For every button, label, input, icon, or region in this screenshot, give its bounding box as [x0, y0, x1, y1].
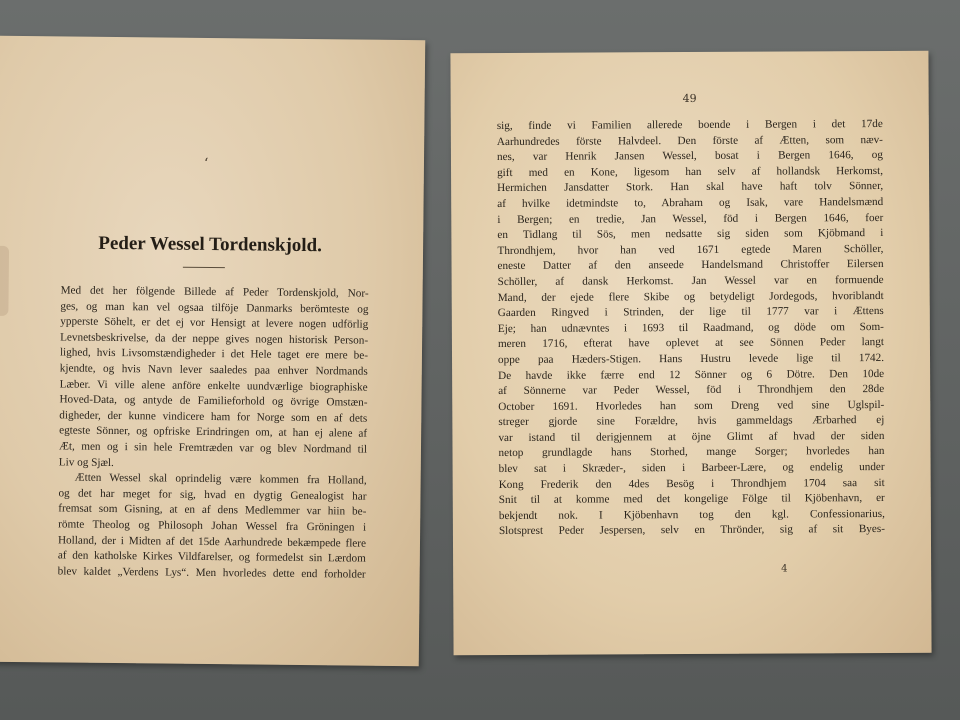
text-line: Eje; han udnævntes i 1693 til Raadmand, og döde om Som-	[497, 320, 884, 335]
text-line: oppe paa Hæders-Stigen. Hans Hustru levede lige til 1742.	[498, 351, 885, 366]
text-line: Hermichen Jansdatter Stork. Han skal have haft tolv Sönner,	[497, 180, 884, 195]
text-line: Læber. Vi ville alene anföre enkelte uundværlige biographiske	[59, 378, 368, 394]
ornament-mark: ‘	[203, 155, 209, 172]
text-line: Kong Frederik den 4des Besög i Throndhjem 1704 saa sit	[498, 476, 885, 491]
text-line: ypperste Söhelt, er det ej vor Hensigt at levere nogen udförlig	[60, 315, 369, 331]
text-line: Schöller, af dansk Herkomst. Jan Wessel var en formuende	[497, 273, 884, 288]
text-line: og det har meget for sig, hvad en dygtig Genealogist har	[58, 487, 367, 503]
text-line: römte Theolog og Philosoph Johan Wessel fra Gröningen i	[58, 518, 367, 534]
text-line: sig, finde vi Familien allerede boende i Bergen i det 17de	[496, 117, 883, 133]
text-line: netop grundlagde hans Storhed, mange Sorger; hvorledes han	[498, 445, 885, 460]
text-line: gift med en Kone, ligesom han selv af hollandsk Herkomst,	[497, 164, 884, 179]
text-line: bekjendt nok. I Kjöbenhavn tog den kgl. Confessionarius,	[498, 507, 885, 522]
text-line: meren 1716, efterat have oplevet at see Sönnen Peder langt	[497, 336, 884, 351]
signature-mark: 4	[781, 563, 788, 575]
text-line: digheder, der kunne vindicere ham for Norge som en af dets	[59, 409, 368, 425]
text-line: Aarhundredes förste Halvdeel. Den förste af Ætten, som næv-	[496, 133, 883, 148]
text-line: blev sat i Skræder-, siden i Barbeer-Lære, og endelig under	[498, 461, 885, 476]
text-line: ges, og man kan vel ogsaa tilföje Danmarks berömteste og	[60, 300, 369, 316]
text-line: Ætten Wessel skal oprindelig være kommen fra Holland,	[74, 471, 367, 487]
text-line: Slotsprest Peder Jespersen, selv en Thrönder, sig af sit Byes-	[498, 523, 885, 538]
text-line: kjendte, og hvis Navn lever saaledes paa enhver Nordmands	[59, 362, 368, 378]
left-page	[0, 36, 425, 666]
page-number: 49	[682, 91, 697, 106]
text-line: De havde ikke færre end 12 Sönner og 6 Dötre. Den 10de	[498, 367, 885, 382]
text-line: Liv og Sjæl.	[58, 455, 114, 469]
left-body-text	[58, 283, 369, 582]
text-line: October 1691. Hvorledes han som Dreng ved sine Uglspil-	[498, 398, 885, 413]
text-line: Gaarden Ringved i Strinden, der lige til 1777 var i Ættens	[497, 305, 884, 320]
text-line: i Bergen; en tredie, Jan Wessel, föd i Bergen 1646, foer	[497, 211, 884, 226]
text-line: streger gjorde sine Forældre, hvis gammeldags Ærbarhed ej	[498, 414, 885, 429]
right-body-text	[497, 117, 885, 540]
article-title: Peder Wessel Tordenskjold.	[98, 232, 323, 257]
paper-stain	[0, 246, 9, 316]
text-line: Throndhjem, hvor han ved 1671 egtede Maren Schöller,	[497, 242, 884, 257]
right-page	[450, 51, 931, 655]
text-line: en Tidlang til Sös, men nedsatte sig siden som Kjöbmand i	[497, 227, 884, 242]
text-line: Mand, der ejede flere Skibe og betydeligt Jordegods, hvoriblandt	[497, 289, 884, 304]
text-line: af Sönnerne var Peder Wessel, föd i Throndhjem den 28de	[498, 383, 885, 398]
text-line: egteste Sönner, og opfriske Erindringen om, at han ej alene af	[59, 424, 368, 441]
text-line: af hvilke idetmindste to, Abraham og Isak, vare Handelsmænd	[497, 195, 884, 210]
text-line: Levnetsbeskrivelse, da der neppe gives nogen historisk Person-	[60, 331, 369, 347]
title-rule	[183, 267, 225, 268]
text-line: eneste Datter af den anseede Handelsmand Christoffer Eilersen	[497, 258, 884, 273]
text-line: Snit til at komme med det kongelige Fölge til Kjöbenhavn, er	[498, 492, 885, 507]
text-line: blev kaldet „Verdens Lys“. Men hvorledes dette end forholder	[57, 565, 366, 581]
text-line: var istand til derigjennem at öjne Glimt af hvad der siden	[498, 429, 885, 444]
text-line: Æt, men og i sin hele Fremtræden var og blev Nordmand til	[58, 440, 368, 456]
text-line: Med det her fölgende Billede af Peder Tordenskjold, Nor-	[60, 284, 369, 300]
text-line: Holland, der i Midten af det 15de Aarhundrede bekæmpede flere	[57, 533, 367, 550]
text-line: fremsat som Gisning, at en af dens Medlemmer var hiin be-	[58, 502, 367, 518]
text-line: nes, var Henrik Jansen Wessel, bosat i Bergen 1646, og	[496, 149, 883, 164]
text-line: lighed, hvis Livsomstændigheder i det Hele taget ere mere be-	[59, 346, 369, 363]
text-line: Hoved-Data, og antyde de Familieforhold og övrige Omstæn-	[59, 393, 368, 409]
text-line: af den katholske Kirkes Vildfarelser, og formedelst sin Lærdom	[57, 549, 366, 565]
